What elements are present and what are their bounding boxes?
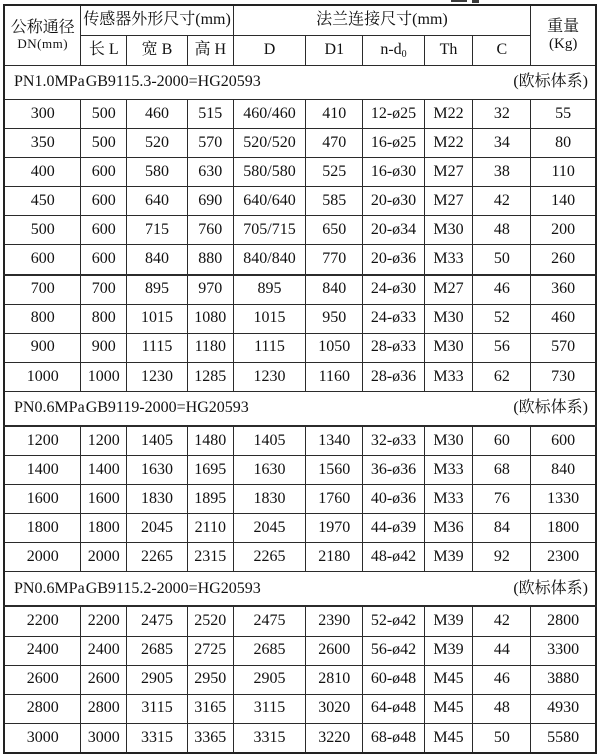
table-cell: 585	[306, 187, 363, 216]
table-cell: 52-ø42	[363, 606, 425, 636]
table-cell: M33	[424, 456, 473, 485]
table-cell: 525	[306, 158, 363, 187]
table-cell: 700	[4, 275, 81, 305]
table-cell: 2600	[306, 636, 363, 665]
table-cell: M39	[424, 543, 473, 572]
table-cell: 2000	[81, 543, 127, 572]
table-cell: 44-ø39	[363, 514, 425, 543]
table-cell: 3365	[188, 723, 234, 753]
table-cell: 2685	[127, 636, 188, 665]
table-cell: 3000	[81, 723, 127, 753]
header-weight-unit: (Kg)	[549, 36, 578, 53]
table-cell: 410	[306, 100, 363, 129]
table-cell: M27	[424, 275, 473, 305]
table-cell: 55	[531, 100, 596, 129]
table-cell: 1405	[233, 426, 306, 456]
table-cell: 2265	[127, 543, 188, 572]
table-cell: 52	[473, 304, 531, 333]
table-cell: 3315	[127, 723, 188, 753]
artifact-mark	[451, 0, 467, 2]
artifact-mark	[472, 0, 479, 3]
table-cell: 3115	[233, 694, 306, 723]
table-cell: 2315	[188, 543, 234, 572]
table-cell: 1695	[188, 456, 234, 485]
table-cell: 34	[473, 129, 531, 158]
section-pressure-rating: PN1.0MPa	[14, 73, 85, 91]
header-sensor-dimensions-group: 传感器外形尺寸(mm)	[81, 5, 233, 36]
table-row	[4, 606, 596, 636]
table-cell: 60	[473, 426, 531, 456]
table-cell: 3000	[4, 723, 81, 753]
table-cell: 900	[4, 333, 81, 362]
table-cell: 1230	[127, 362, 188, 391]
table-cell: 1285	[188, 362, 234, 391]
table-cell: 2110	[188, 514, 234, 543]
table-cell: 895	[233, 275, 306, 305]
table-row	[4, 362, 596, 391]
table-cell: 500	[81, 129, 127, 158]
flowmeter-dimension-table	[3, 4, 597, 754]
header-nominal-diameter-dn: DN(mm)	[17, 36, 69, 52]
table-cell: 16-ø25	[363, 129, 425, 158]
header-col-d1: D1	[306, 36, 363, 66]
table-row	[4, 723, 596, 753]
table-cell: M22	[424, 129, 473, 158]
table-cell: 260	[531, 245, 596, 275]
table-cell: 460/460	[233, 100, 306, 129]
table-cell: 1800	[81, 514, 127, 543]
table-cell: 1800	[531, 514, 596, 543]
table-header	[4, 5, 596, 66]
header-col-height: 高 H	[188, 36, 234, 66]
table-cell: 1600	[4, 485, 81, 514]
table-cell: 840	[531, 456, 596, 485]
header-weight-cn: 重量	[547, 17, 580, 35]
table-cell: 40-ø36	[363, 485, 425, 514]
table-cell: 3880	[531, 665, 596, 694]
table-cell: M33	[424, 245, 473, 275]
table-cell: 600	[81, 245, 127, 275]
table-cell: M36	[424, 514, 473, 543]
table-cell: 2265	[233, 543, 306, 572]
table-cell: 520/520	[233, 129, 306, 158]
table-cell: 770	[306, 245, 363, 275]
table-cell: 2800	[4, 694, 81, 723]
table-cell: 76	[473, 485, 531, 514]
table-row	[4, 187, 596, 216]
header-flange-dimensions-group: 法兰连接尺寸(mm)	[233, 5, 531, 36]
table-cell: 48-ø42	[363, 543, 425, 572]
table-cell: 450	[4, 187, 81, 216]
table-row	[4, 426, 596, 456]
table-cell: 705/715	[233, 216, 306, 245]
table-cell: 28-ø33	[363, 333, 425, 362]
table-cell: M45	[424, 665, 473, 694]
table-cell: 68-ø48	[363, 723, 425, 753]
table-cell: 2000	[4, 543, 81, 572]
table-cell: 1630	[127, 456, 188, 485]
table-cell: 2400	[81, 636, 127, 665]
header-col-nd0-sub: 0	[401, 48, 407, 60]
section-header-cell	[4, 391, 596, 426]
table-cell: 20-ø36	[363, 245, 425, 275]
table-cell: 1115	[127, 333, 188, 362]
table-cell: 1200	[81, 426, 127, 456]
table-cell: 800	[81, 304, 127, 333]
table-cell: M45	[424, 723, 473, 753]
table-cell: 32	[473, 100, 531, 129]
table-cell: 1800	[4, 514, 81, 543]
section-header-cell	[4, 66, 596, 100]
table-cell: 68	[473, 456, 531, 485]
table-cell: 580	[127, 158, 188, 187]
table-cell: 140	[531, 187, 596, 216]
table-cell: 3115	[127, 694, 188, 723]
table-row	[4, 100, 596, 129]
table-cell: 38	[473, 158, 531, 187]
table-cell: 1015	[233, 304, 306, 333]
table-cell: M39	[424, 606, 473, 636]
table-cell: 56	[473, 333, 531, 362]
table-row	[4, 216, 596, 245]
table-cell: 690	[188, 187, 234, 216]
section-header-row	[4, 66, 596, 100]
table-cell: 24-ø30	[363, 275, 425, 305]
table-cell: 200	[531, 216, 596, 245]
section-standard-code: GB9119-2000=HG20593	[85, 399, 249, 417]
table-cell: 80	[531, 129, 596, 158]
table-cell: 1830	[233, 485, 306, 514]
table-cell: 570	[188, 129, 234, 158]
table-cell: 1405	[127, 426, 188, 456]
table-cell: 500	[4, 216, 81, 245]
table-cell: 715	[127, 216, 188, 245]
table-row	[4, 129, 596, 158]
table-cell: 20-ø34	[363, 216, 425, 245]
table-row	[4, 543, 596, 572]
section-header-cell	[4, 572, 596, 607]
table-cell: 3165	[188, 694, 234, 723]
table-cell: M27	[424, 187, 473, 216]
table-cell: 470	[306, 129, 363, 158]
table-cell: 1970	[306, 514, 363, 543]
table-cell: 1050	[306, 333, 363, 362]
table-cell: 64-ø48	[363, 694, 425, 723]
header-col-length: 长 L	[81, 36, 127, 66]
table-cell: 2475	[233, 606, 306, 636]
header-nominal-diameter-cn: 公称通径	[10, 18, 75, 36]
table-cell: 895	[127, 275, 188, 305]
table-cell: 12-ø25	[363, 100, 425, 129]
table-cell: 515	[188, 100, 234, 129]
table-cell: 1400	[81, 456, 127, 485]
table-cell: 60-ø48	[363, 665, 425, 694]
table-row	[4, 694, 596, 723]
table-cell: 36-ø36	[363, 456, 425, 485]
table-row	[4, 665, 596, 694]
table-cell: 2800	[81, 694, 127, 723]
header-col-c: C	[473, 36, 531, 66]
table-cell: M30	[424, 304, 473, 333]
table-cell: 32-ø33	[363, 426, 425, 456]
table-cell: 1230	[233, 362, 306, 391]
table-cell: 110	[531, 158, 596, 187]
section-pressure-rating: PN0.6MPa	[14, 399, 85, 417]
table-cell: 46	[473, 275, 531, 305]
table-cell: 3300	[531, 636, 596, 665]
table-cell: 730	[531, 362, 596, 391]
table-cell: 2045	[127, 514, 188, 543]
table-cell: 840	[306, 275, 363, 305]
table-cell: 5580	[531, 723, 596, 753]
table-cell: 46	[473, 665, 531, 694]
table-cell: 1560	[306, 456, 363, 485]
table-cell: 2600	[4, 665, 81, 694]
table-row	[4, 485, 596, 514]
table-cell: 2810	[306, 665, 363, 694]
table-cell: 2950	[188, 665, 234, 694]
table-cell: 640/640	[233, 187, 306, 216]
header-weight	[531, 5, 596, 66]
table-cell: 2685	[233, 636, 306, 665]
table-cell: 50	[473, 723, 531, 753]
table-cell: 20-ø30	[363, 187, 425, 216]
table-cell: 2905	[233, 665, 306, 694]
table-cell: 84	[473, 514, 531, 543]
table-cell: 360	[531, 275, 596, 305]
table-row	[4, 333, 596, 362]
table-cell: 28-ø36	[363, 362, 425, 391]
table-cell: 1000	[81, 362, 127, 391]
table-row	[4, 158, 596, 187]
table-cell: 1115	[233, 333, 306, 362]
table-cell: 1160	[306, 362, 363, 391]
table-cell: 56-ø42	[363, 636, 425, 665]
table-cell: 640	[127, 187, 188, 216]
table-row	[4, 304, 596, 333]
table-cell: 2180	[306, 543, 363, 572]
table-cell: 48	[473, 694, 531, 723]
section-standard-code: GB9115.2-2000=HG20593	[85, 579, 261, 597]
table-cell: M22	[424, 100, 473, 129]
table-cell: 950	[306, 304, 363, 333]
table-cell: 700	[81, 275, 127, 305]
table-cell: 1895	[188, 485, 234, 514]
table-cell: 350	[4, 129, 81, 158]
table-cell: 2800	[531, 606, 596, 636]
table-cell: 3220	[306, 723, 363, 753]
table-cell: 1330	[531, 485, 596, 514]
table-cell: 2475	[127, 606, 188, 636]
table-cell: 1180	[188, 333, 234, 362]
table-cell: 2200	[81, 606, 127, 636]
table-cell: 50	[473, 245, 531, 275]
table-cell: 500	[81, 100, 127, 129]
table-cell: 62	[473, 362, 531, 391]
table-cell: 600	[81, 216, 127, 245]
table-cell: 880	[188, 245, 234, 275]
table-cell: 460	[531, 304, 596, 333]
table-row	[4, 456, 596, 485]
header-nominal-diameter	[4, 5, 81, 66]
header-col-th: Th	[424, 36, 473, 66]
table-cell: 1760	[306, 485, 363, 514]
section-system-label: (欧标体系)	[513, 73, 588, 91]
table-cell: M30	[424, 333, 473, 362]
table-cell: 970	[188, 275, 234, 305]
table-cell: 1340	[306, 426, 363, 456]
table-cell: 42	[473, 187, 531, 216]
header-col-width: 宽 B	[127, 36, 188, 66]
table-cell: 1830	[127, 485, 188, 514]
table-cell: 580/580	[233, 158, 306, 187]
header-col-nd0-base: n-d	[380, 40, 402, 58]
table-cell: 48	[473, 216, 531, 245]
table-cell: 92	[473, 543, 531, 572]
table-cell: M33	[424, 362, 473, 391]
table-cell: 300	[4, 100, 81, 129]
table-row	[4, 636, 596, 665]
section-standard-code: GB9115.3-2000=HG20593	[85, 73, 261, 91]
table-cell: 2045	[233, 514, 306, 543]
table-cell: M27	[424, 158, 473, 187]
table-cell: M39	[424, 636, 473, 665]
table-cell: 650	[306, 216, 363, 245]
table-cell: 1015	[127, 304, 188, 333]
table-body	[4, 66, 596, 754]
table-row	[4, 245, 596, 275]
table-cell: 1600	[81, 485, 127, 514]
table-row	[4, 275, 596, 305]
table-cell: 3315	[233, 723, 306, 753]
table-cell: 400	[4, 158, 81, 187]
table-cell: 2200	[4, 606, 81, 636]
section-header-row	[4, 391, 596, 426]
table-cell: 460	[127, 100, 188, 129]
header-col-d: D	[233, 36, 306, 66]
table-cell: 600	[531, 426, 596, 456]
table-cell: 570	[531, 333, 596, 362]
table-cell: 2300	[531, 543, 596, 572]
section-header-row	[4, 572, 596, 607]
table-cell: 2390	[306, 606, 363, 636]
table-cell: 2905	[127, 665, 188, 694]
table-cell: 1080	[188, 304, 234, 333]
table-cell: 1630	[233, 456, 306, 485]
table-cell: 840/840	[233, 245, 306, 275]
table-cell: 1000	[4, 362, 81, 391]
table-row	[4, 514, 596, 543]
table-cell: 630	[188, 158, 234, 187]
table-cell: 4930	[531, 694, 596, 723]
table-cell: 760	[188, 216, 234, 245]
table-cell: 600	[4, 245, 81, 275]
table-cell: M30	[424, 426, 473, 456]
header-col-nd0	[363, 36, 425, 66]
section-pressure-rating: PN0.6MPa	[14, 579, 85, 597]
table-cell: M30	[424, 216, 473, 245]
section-system-label: (欧标体系)	[513, 399, 588, 417]
table-cell: 2600	[81, 665, 127, 694]
table-cell: 520	[127, 129, 188, 158]
section-system-label: (欧标体系)	[513, 579, 588, 597]
table-cell: 2725	[188, 636, 234, 665]
table-cell: 42	[473, 606, 531, 636]
table-cell: 800	[4, 304, 81, 333]
table-cell: 44	[473, 636, 531, 665]
table-cell: M33	[424, 485, 473, 514]
table-cell: 3020	[306, 694, 363, 723]
table-cell: 840	[127, 245, 188, 275]
table-cell: 2520	[188, 606, 234, 636]
table-cell: 600	[81, 187, 127, 216]
table-cell: 24-ø33	[363, 304, 425, 333]
cropped-text-artifact	[451, 0, 479, 3]
table-cell: 1480	[188, 426, 234, 456]
table-cell: M45	[424, 694, 473, 723]
table-cell: 16-ø30	[363, 158, 425, 187]
table-cell: 1200	[4, 426, 81, 456]
table-cell: 2400	[4, 636, 81, 665]
table-cell: 900	[81, 333, 127, 362]
table-cell: 1400	[4, 456, 81, 485]
table-cell: 600	[81, 158, 127, 187]
